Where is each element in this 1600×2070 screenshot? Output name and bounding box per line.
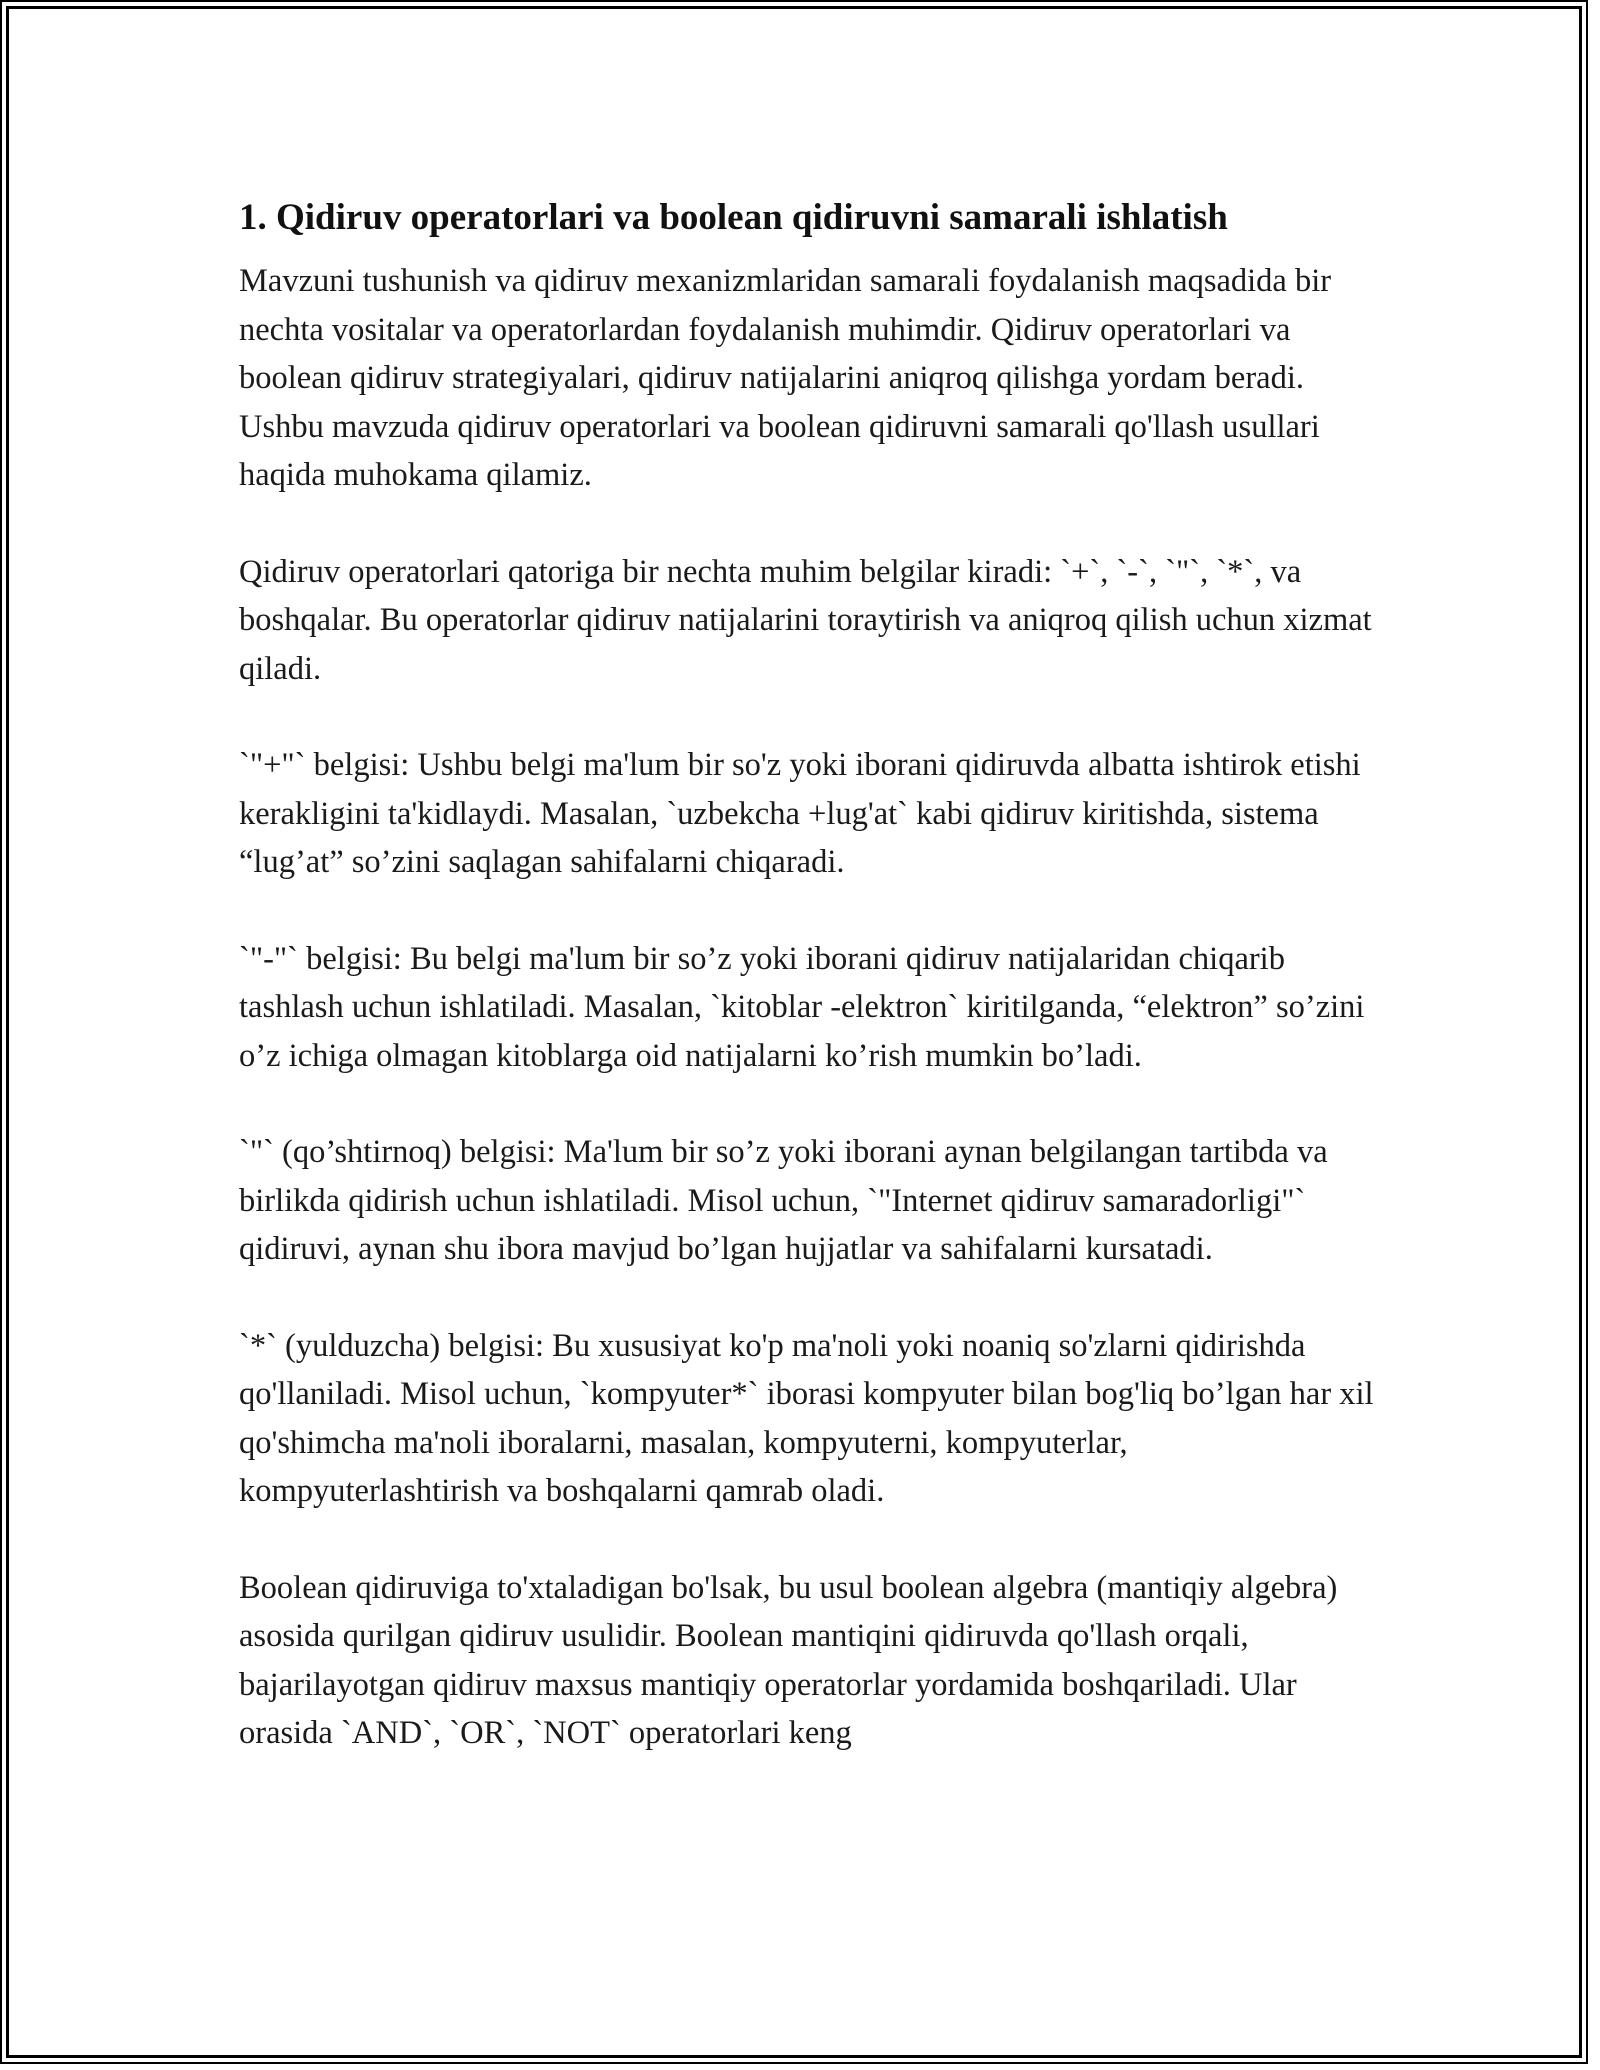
paragraph-boolean-search: Boolean qidiruviga to'xtaladigan bo'lsak, bu usul boolean algebra (mantiqiy algebra) asosida qurilgan qidiruv usulidir. Boolean mantiqini qidiruvda qo'llash orqali, bajarilayotgan qidiruv maxsus mantiqiy operatorlar yordamida boshqariladi. Ular orasida `AND`, `OR`, `NOT` operatorlari keng bbox=[239, 1569, 1338, 1751]
paragraph-asterisk-operator: `*` (yulduzcha) belgisi: Bu xususiyat ko'p ma'noli yoki noaniq so'zlarni qidirishda qo'llaniladi. Misol uchun, `kompyuter*` iborasi kompyuter bilan bog'liq bo’lgan har xil qo'shimcha ma'noli iboralarni, masalan, kompyuterni, kompyuterlar, kompyuterlashtirish va boshqalarni qamrab oladi. bbox=[239, 1327, 1374, 1509]
page-border bbox=[6, 6, 1582, 2058]
paragraph-quote-operator: `"` (qo’shtirnoq) belgisi: Ma'lum bir so’z yoki iborani aynan belgilangan tartibda va birlikda qidirish uchun ishlatiladi. Misol uchun, `"Internet qidiruv samaradorligi"` qidiruvi, aynan shu ibora mavjud bo’lgan hujjatlar va sahifalarni kursatadi. bbox=[239, 1134, 1328, 1267]
paragraph-intro: Mavzuni tushunish va qidiruv mexanizmlaridan samarali foydalanish maqsadida bir nechta vositalar va operatorlardan foydalanish muhimdir. Qidiruv operatorlari va boolean qidiruv strategiyalari, qidiruv natijalarini aniqroq qilishga yordam beradi. Ushbu mavzuda qidiruv operatorlari va boolean qidiruvni samarali qo'llash usullari haqida muhokama qilamiz. bbox=[239, 263, 1332, 493]
paragraph-minus-operator: `"-"` belgisi: Bu belgi ma'lum bir so’z yoki iborani qidiruv natijalaridan chiqarib tashlash uchun ishlatiladi. Masalan, `kitoblar -elektron` kiritilganda, “elektron” so’zini o’z ichiga olmagan kitoblarga oid natijalarni ko’rish mumkin bo’ladi. bbox=[239, 940, 1365, 1074]
paragraph-operators: Qidiruv operatorlari qatoriga bir nechta muhim belgilar kiradi: `+`, `-`, `"`, `*`, va boshqalar. Bu operatorlar qidiruv natijalarini toraytirish va aniqroq qilish uchun xizmat qiladi. bbox=[239, 553, 1372, 687]
section-heading: 1. Qidiruv operatorlari va boolean qidiruvni samarali ishlatish bbox=[239, 197, 1228, 238]
paragraph-plus-operator: `"+"` belgisi: Ushbu belgi ma'lum bir so'z yoki iborani qidiruvda albatta ishtirok etishi kerakligini ta'kidlaydi. Masalan, `uzbekcha +lug'at` kabi qidiruv kiritishda, sistema “lug’at” so’zini saqlagan sahifalarni chiqaradi. bbox=[239, 747, 1361, 880]
document-body bbox=[239, 194, 1384, 1806]
